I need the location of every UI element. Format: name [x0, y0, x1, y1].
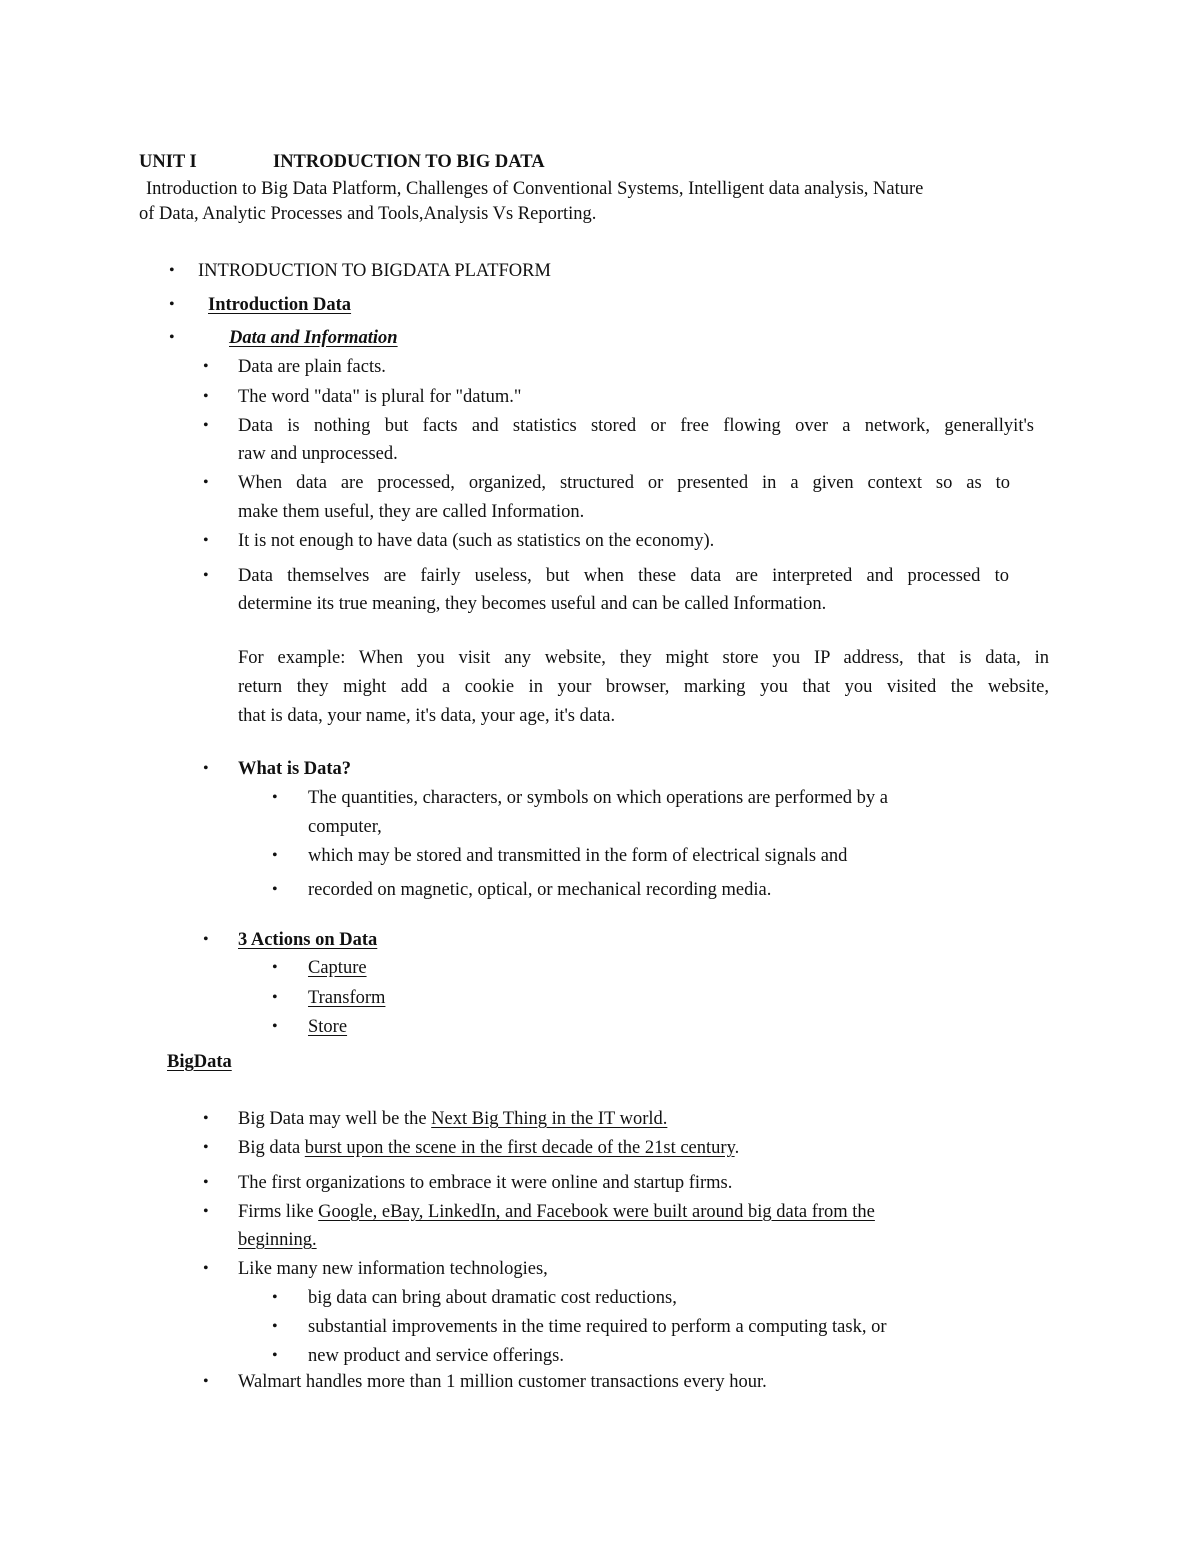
data-point-5: It is not enough to have data (such as statistics on the economy).	[238, 531, 715, 551]
syllabus-line-2: of Data, Analytic Processes and Tools,Analysis Vs Reporting.	[139, 204, 597, 224]
bullet-icon: •	[203, 567, 209, 584]
data-point-6-line-1: Data themselves are fairly useless, but when these data are interpreted and processed to	[238, 566, 1009, 586]
bigdata-point-4-text: Firms like	[238, 1202, 319, 1222]
bullet-icon: •	[272, 789, 278, 806]
example-line-1: For example: When you visit any website, they might store you IP address, that is data, in	[238, 648, 1049, 668]
bigdata-point-3: The first organizations to embrace it were online and startup firms.	[238, 1173, 733, 1193]
what-is-data-point-2: which may be stored and transmitted in the form of electrical signals and	[308, 846, 848, 866]
data-point-3-line-1: Data is nothing but facts and statistics stored or free flowing over a network, generallyit's	[238, 416, 1034, 436]
bullet-icon: •	[203, 931, 209, 948]
action-item-transform: Transform	[308, 988, 386, 1008]
outline-item-platform: INTRODUCTION TO BIGDATA PLATFORM	[198, 261, 551, 281]
syllabus-line-1: Introduction to Big Data Platform, Challenges of Conventional Systems, Intelligent data analysis, Nature	[146, 179, 924, 199]
data-point-4-line-1: When data are processed, organized, structured or presented in a given context so as to	[238, 473, 1010, 493]
bullet-icon: •	[203, 1174, 209, 1191]
data-point-3-line-2: raw and unprocessed.	[238, 444, 398, 464]
bullet-icon: •	[203, 388, 209, 405]
bigdata-point-1-text: Big Data may well be the	[238, 1109, 432, 1129]
example-line-2: return they might add a cookie in your browser, marking you that you visited the website,	[238, 677, 1049, 697]
unit-title: INTRODUCTION TO BIG DATA	[273, 152, 545, 172]
what-is-data-point-3: recorded on magnetic, optical, or mechanical recording media.	[308, 880, 772, 900]
bullet-icon: •	[272, 881, 278, 898]
bullet-icon: •	[272, 1018, 278, 1035]
bigdata-point-4-line-2: beginning.	[238, 1230, 317, 1250]
bullet-icon: •	[203, 358, 209, 375]
bigdata-point-6: Walmart handles more than 1 million customer transactions every hour.	[238, 1372, 767, 1392]
bullet-icon: •	[272, 1347, 278, 1364]
bullet-icon: •	[203, 1110, 209, 1127]
bullet-icon: •	[203, 1203, 209, 1220]
action-item-store: Store	[308, 1017, 348, 1037]
bigdata-point-4-line-1	[238, 1200, 875, 1224]
example-line-3: that is data, your name, it's data, your age, it's data.	[238, 706, 616, 726]
bullet-icon: •	[169, 296, 175, 313]
data-point-2: The word "data" is plural for "datum."	[238, 387, 522, 407]
what-is-data-point-1-line-2: computer,	[308, 817, 382, 837]
bullet-icon: •	[203, 760, 209, 777]
bullet-icon: •	[169, 329, 175, 346]
bullet-icon: •	[272, 1289, 278, 1306]
data-point-1: Data are plain facts.	[238, 357, 386, 377]
bigdata-point-1-link: Next Big Thing in the IT world.	[431, 1109, 668, 1129]
bigdata-sub-point-2: substantial improvements in the time required to perform a computing task, or	[308, 1317, 887, 1337]
bullet-icon: •	[272, 959, 278, 976]
bullet-icon: •	[203, 1260, 209, 1277]
bullet-icon: •	[203, 1373, 209, 1390]
bigdata-point-1	[238, 1107, 667, 1131]
bullet-icon: •	[203, 1139, 209, 1156]
bullet-icon: •	[272, 847, 278, 864]
bigdata-point-2	[238, 1136, 739, 1160]
what-is-data-point-1-line-1: The quantities, characters, or symbols on which operations are performed by a	[308, 788, 888, 808]
bigdata-point-2-link: burst upon the scene in the first decade of the 21st century	[304, 1138, 735, 1158]
unit-label: UNIT I	[139, 152, 197, 172]
bullet-icon: •	[272, 989, 278, 1006]
data-point-6-line-2: determine its true meaning, they becomes useful and can be called Information.	[238, 594, 827, 614]
bullet-icon: •	[169, 262, 175, 279]
bigdata-point-4-link: Google, eBay, LinkedIn, and Facebook were built around big data from the	[318, 1202, 875, 1222]
bullet-icon: •	[203, 417, 209, 434]
outline-item-data-and-information: Data and Information	[229, 328, 398, 348]
bigdata-sub-point-3: new product and service offerings.	[308, 1346, 565, 1366]
bigdata-point-2-text: Big data	[238, 1138, 305, 1158]
bullet-icon: •	[272, 1318, 278, 1335]
bullet-icon: •	[203, 532, 209, 549]
bigdata-heading: BigData	[167, 1052, 232, 1072]
data-point-4-line-2: make them useful, they are called Information.	[238, 502, 585, 522]
actions-heading: 3 Actions on Data	[238, 930, 378, 950]
bigdata-point-2-period: .	[734, 1138, 740, 1158]
outline-item-introduction-data: Introduction Data	[208, 295, 352, 315]
what-is-data-heading: What is Data?	[238, 759, 352, 779]
bullet-icon: •	[203, 474, 209, 491]
bigdata-sub-point-1: big data can bring about dramatic cost reductions,	[308, 1288, 677, 1308]
action-item-capture: Capture	[308, 958, 367, 978]
bigdata-point-5: Like many new information technologies,	[238, 1259, 548, 1279]
